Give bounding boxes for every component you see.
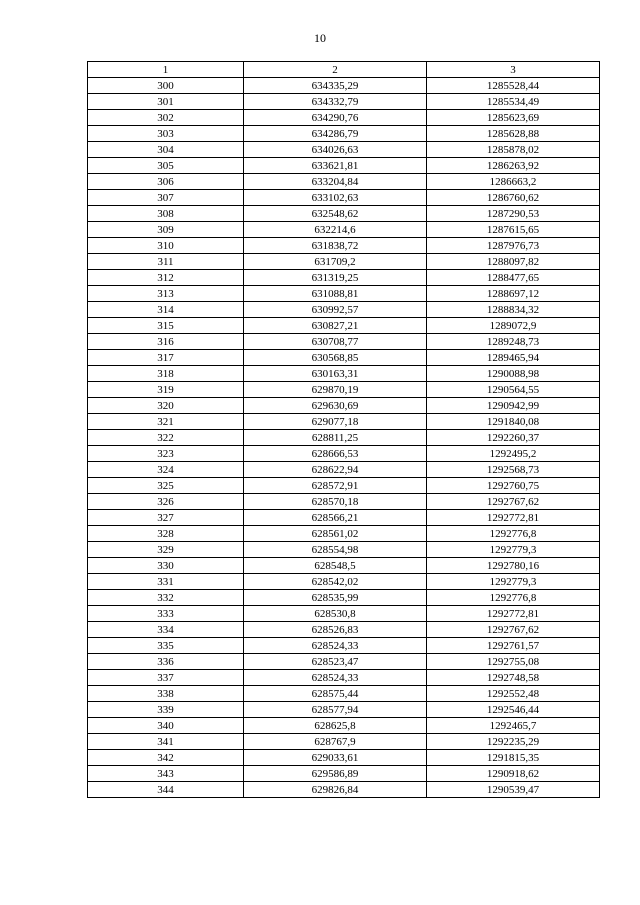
x-coordinate-cell: 630708,77 [244, 334, 427, 350]
x-coordinate-cell: 628523,47 [244, 654, 427, 670]
point-number-cell: 327 [88, 510, 244, 526]
table-row [88, 462, 600, 478]
x-coordinate-cell: 632548,62 [244, 206, 427, 222]
point-number-cell: 307 [88, 190, 244, 206]
table-row [88, 190, 600, 206]
x-coordinate-cell: 628524,33 [244, 670, 427, 686]
table-row [88, 126, 600, 142]
y-coordinate-cell: 1290942,99 [427, 398, 600, 414]
y-coordinate-cell: 1285534,49 [427, 94, 600, 110]
y-coordinate-cell: 1290088,98 [427, 366, 600, 382]
y-coordinate-cell: 1292748,58 [427, 670, 600, 686]
point-number-cell: 318 [88, 366, 244, 382]
point-number-cell: 311 [88, 254, 244, 270]
x-coordinate-cell: 630568,85 [244, 350, 427, 366]
x-coordinate-cell: 634335,29 [244, 78, 427, 94]
y-coordinate-cell: 1292776,8 [427, 526, 600, 542]
point-number-cell: 338 [88, 686, 244, 702]
x-coordinate-cell: 628572,91 [244, 478, 427, 494]
table-body [88, 78, 600, 798]
point-number-cell: 305 [88, 158, 244, 174]
point-number-cell: 332 [88, 590, 244, 606]
point-number-cell: 319 [88, 382, 244, 398]
table-row [88, 94, 600, 110]
y-coordinate-cell: 1292772,81 [427, 606, 600, 622]
y-coordinate-cell: 1290564,55 [427, 382, 600, 398]
y-coordinate-cell: 1287976,73 [427, 238, 600, 254]
table-row [88, 670, 600, 686]
point-number-cell: 329 [88, 542, 244, 558]
y-coordinate-cell: 1285628,88 [427, 126, 600, 142]
table-row [88, 206, 600, 222]
y-coordinate-cell: 1286760,62 [427, 190, 600, 206]
table-row [88, 110, 600, 126]
x-coordinate-cell: 628548,5 [244, 558, 427, 574]
x-coordinate-cell: 630992,57 [244, 302, 427, 318]
y-coordinate-cell: 1292760,75 [427, 478, 600, 494]
x-coordinate-cell: 634026,63 [244, 142, 427, 158]
column-header-point: 1 [88, 62, 244, 78]
column-header-y: 3 [427, 62, 600, 78]
table-row [88, 526, 600, 542]
table-row [88, 446, 600, 462]
table-row [88, 766, 600, 782]
y-coordinate-cell: 1292780,16 [427, 558, 600, 574]
table-row [88, 574, 600, 590]
table-row [88, 382, 600, 398]
y-coordinate-cell: 1287290,53 [427, 206, 600, 222]
y-coordinate-cell: 1290539,47 [427, 782, 600, 798]
table-row [88, 398, 600, 414]
point-number-cell: 342 [88, 750, 244, 766]
x-coordinate-cell: 631838,72 [244, 238, 427, 254]
x-coordinate-cell: 628530,8 [244, 606, 427, 622]
table-row [88, 702, 600, 718]
point-number-cell: 321 [88, 414, 244, 430]
point-number-cell: 306 [88, 174, 244, 190]
y-coordinate-cell: 1288477,65 [427, 270, 600, 286]
y-coordinate-cell: 1292235,29 [427, 734, 600, 750]
y-coordinate-cell: 1287615,65 [427, 222, 600, 238]
point-number-cell: 331 [88, 574, 244, 590]
point-number-cell: 326 [88, 494, 244, 510]
x-coordinate-cell: 628561,02 [244, 526, 427, 542]
table-row [88, 542, 600, 558]
point-number-cell: 325 [88, 478, 244, 494]
y-coordinate-cell: 1292552,48 [427, 686, 600, 702]
x-coordinate-cell: 629826,84 [244, 782, 427, 798]
table-row [88, 494, 600, 510]
x-coordinate-cell: 631088,81 [244, 286, 427, 302]
point-number-cell: 335 [88, 638, 244, 654]
table-row [88, 78, 600, 94]
table-row [88, 606, 600, 622]
x-coordinate-cell: 628542,02 [244, 574, 427, 590]
point-number-cell: 344 [88, 782, 244, 798]
x-coordinate-cell: 628625,8 [244, 718, 427, 734]
x-coordinate-cell: 629077,18 [244, 414, 427, 430]
table-row [88, 174, 600, 190]
point-number-cell: 328 [88, 526, 244, 542]
table-row [88, 590, 600, 606]
x-coordinate-cell: 634290,76 [244, 110, 427, 126]
point-number-cell: 301 [88, 94, 244, 110]
y-coordinate-cell: 1292755,08 [427, 654, 600, 670]
x-coordinate-cell: 628535,99 [244, 590, 427, 606]
point-number-cell: 339 [88, 702, 244, 718]
x-coordinate-cell: 628622,94 [244, 462, 427, 478]
x-coordinate-cell: 628554,98 [244, 542, 427, 558]
y-coordinate-cell: 1292776,8 [427, 590, 600, 606]
y-coordinate-cell: 1289072,9 [427, 318, 600, 334]
coordinates-table [87, 61, 600, 798]
y-coordinate-cell: 1290918,62 [427, 766, 600, 782]
x-coordinate-cell: 631709,2 [244, 254, 427, 270]
y-coordinate-cell: 1288697,12 [427, 286, 600, 302]
point-number-cell: 341 [88, 734, 244, 750]
y-coordinate-cell: 1285528,44 [427, 78, 600, 94]
x-coordinate-cell: 628526,83 [244, 622, 427, 638]
table-row [88, 734, 600, 750]
point-number-cell: 343 [88, 766, 244, 782]
x-coordinate-cell: 628767,9 [244, 734, 427, 750]
y-coordinate-cell: 1292495,2 [427, 446, 600, 462]
y-coordinate-cell: 1286263,92 [427, 158, 600, 174]
table-row [88, 254, 600, 270]
x-coordinate-cell: 629630,69 [244, 398, 427, 414]
point-number-cell: 330 [88, 558, 244, 574]
point-number-cell: 304 [88, 142, 244, 158]
header-row [88, 62, 600, 78]
x-coordinate-cell: 628577,94 [244, 702, 427, 718]
point-number-cell: 310 [88, 238, 244, 254]
table-row [88, 654, 600, 670]
table-row [88, 366, 600, 382]
table-row [88, 238, 600, 254]
point-number-cell: 340 [88, 718, 244, 734]
y-coordinate-cell: 1292767,62 [427, 622, 600, 638]
table-row [88, 334, 600, 350]
x-coordinate-cell: 628524,33 [244, 638, 427, 654]
table-row [88, 286, 600, 302]
x-coordinate-cell: 628666,53 [244, 446, 427, 462]
y-coordinate-cell: 1292568,73 [427, 462, 600, 478]
table-row [88, 750, 600, 766]
y-coordinate-cell: 1289465,94 [427, 350, 600, 366]
point-number-cell: 322 [88, 430, 244, 446]
table-row [88, 558, 600, 574]
table-row [88, 414, 600, 430]
point-number-cell: 309 [88, 222, 244, 238]
table-row [88, 270, 600, 286]
y-coordinate-cell: 1292761,57 [427, 638, 600, 654]
point-number-cell: 323 [88, 446, 244, 462]
x-coordinate-cell: 629870,19 [244, 382, 427, 398]
point-number-cell: 313 [88, 286, 244, 302]
table-row [88, 638, 600, 654]
x-coordinate-cell: 633204,84 [244, 174, 427, 190]
point-number-cell: 336 [88, 654, 244, 670]
table-row [88, 510, 600, 526]
x-coordinate-cell: 628570,18 [244, 494, 427, 510]
table-row [88, 622, 600, 638]
table-row [88, 318, 600, 334]
table-row [88, 718, 600, 734]
x-coordinate-cell: 631319,25 [244, 270, 427, 286]
x-coordinate-cell: 630163,31 [244, 366, 427, 382]
y-coordinate-cell: 1288834,32 [427, 302, 600, 318]
y-coordinate-cell: 1285623,69 [427, 110, 600, 126]
point-number-cell: 324 [88, 462, 244, 478]
point-number-cell: 300 [88, 78, 244, 94]
point-number-cell: 308 [88, 206, 244, 222]
table-row [88, 686, 600, 702]
table-row [88, 142, 600, 158]
y-coordinate-cell: 1286663,2 [427, 174, 600, 190]
y-coordinate-cell: 1285878,02 [427, 142, 600, 158]
y-coordinate-cell: 1288097,82 [427, 254, 600, 270]
y-coordinate-cell: 1292772,81 [427, 510, 600, 526]
point-number-cell: 314 [88, 302, 244, 318]
table-row [88, 302, 600, 318]
x-coordinate-cell: 630827,21 [244, 318, 427, 334]
table-row [88, 350, 600, 366]
page-number: 10 [314, 31, 326, 45]
y-coordinate-cell: 1291815,35 [427, 750, 600, 766]
table-row [88, 478, 600, 494]
y-coordinate-cell: 1292465,7 [427, 718, 600, 734]
point-number-cell: 317 [88, 350, 244, 366]
x-coordinate-cell: 629586,89 [244, 766, 427, 782]
table-row [88, 158, 600, 174]
y-coordinate-cell: 1292546,44 [427, 702, 600, 718]
column-header-x: 2 [244, 62, 427, 78]
point-number-cell: 320 [88, 398, 244, 414]
x-coordinate-cell: 629033,61 [244, 750, 427, 766]
point-number-cell: 333 [88, 606, 244, 622]
table-row [88, 782, 600, 798]
point-number-cell: 315 [88, 318, 244, 334]
x-coordinate-cell: 633102,63 [244, 190, 427, 206]
point-number-cell: 337 [88, 670, 244, 686]
x-coordinate-cell: 633621,81 [244, 158, 427, 174]
point-number-cell: 312 [88, 270, 244, 286]
table-row [88, 222, 600, 238]
y-coordinate-cell: 1291840,08 [427, 414, 600, 430]
x-coordinate-cell: 634332,79 [244, 94, 427, 110]
x-coordinate-cell: 628811,25 [244, 430, 427, 446]
x-coordinate-cell: 628566,21 [244, 510, 427, 526]
point-number-cell: 316 [88, 334, 244, 350]
x-coordinate-cell: 632214,6 [244, 222, 427, 238]
point-number-cell: 302 [88, 110, 244, 126]
y-coordinate-cell: 1292260,37 [427, 430, 600, 446]
y-coordinate-cell: 1289248,73 [427, 334, 600, 350]
x-coordinate-cell: 634286,79 [244, 126, 427, 142]
y-coordinate-cell: 1292779,3 [427, 542, 600, 558]
y-coordinate-cell: 1292779,3 [427, 574, 600, 590]
table-row [88, 430, 600, 446]
x-coordinate-cell: 628575,44 [244, 686, 427, 702]
point-number-cell: 303 [88, 126, 244, 142]
point-number-cell: 334 [88, 622, 244, 638]
table-header [88, 62, 600, 78]
y-coordinate-cell: 1292767,62 [427, 494, 600, 510]
